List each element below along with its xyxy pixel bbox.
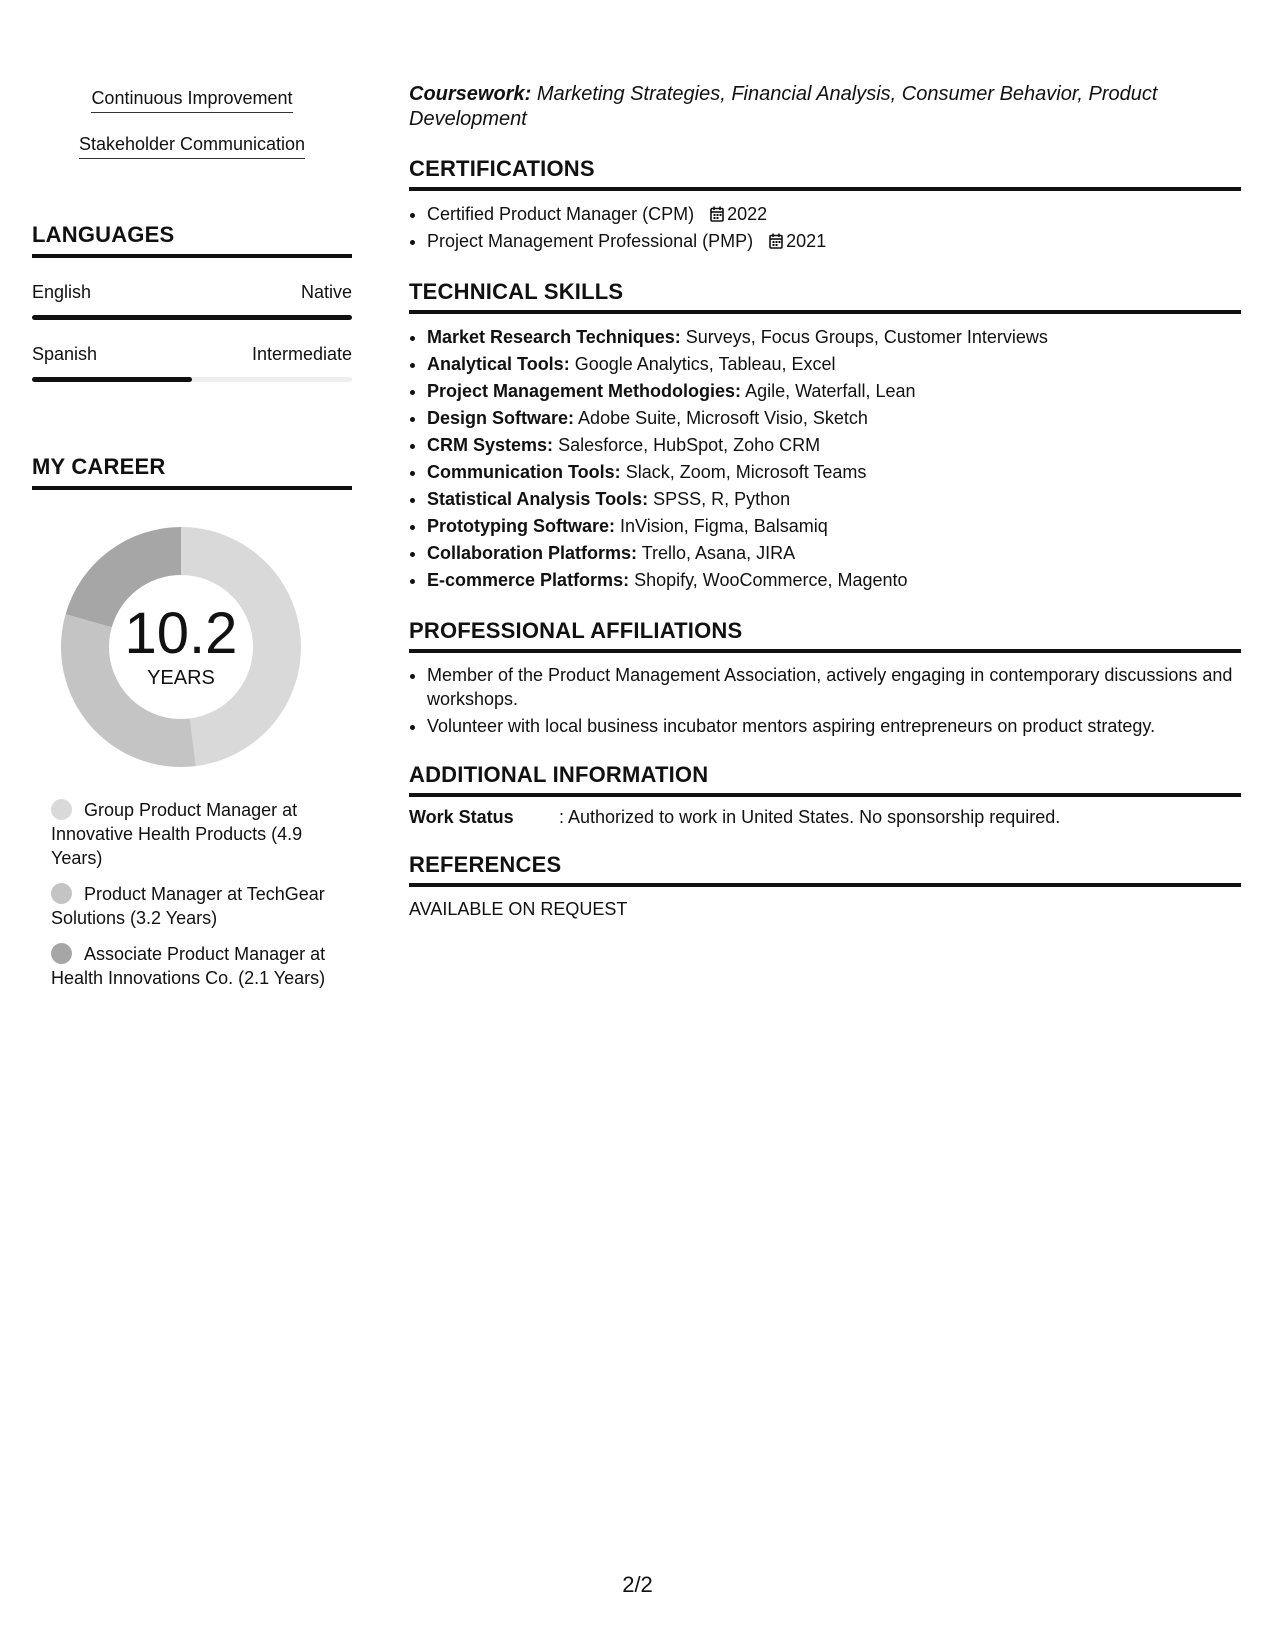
language-proficiency-bar <box>32 377 352 382</box>
right-column <box>409 82 1241 920</box>
language-proficiency-fill <box>32 315 352 320</box>
career-heading: MY CAREER <box>32 454 352 490</box>
language-name: English <box>32 282 92 302</box>
career-legend <box>51 798 326 990</box>
skill-label: Statistical Analysis Tools: <box>427 489 649 509</box>
technical-skill-item <box>427 513 1241 540</box>
references-section <box>409 852 1241 920</box>
skill-label: Analytical Tools: <box>427 354 570 374</box>
skill-value: InVision, Figma, Balsamiq <box>620 516 828 536</box>
skill-label: CRM Systems: <box>427 435 554 455</box>
career-legend-label: Group Product Manager at Innovative Health Products (4.9 Years) <box>51 800 303 868</box>
legend-dot <box>51 799 72 820</box>
work-status-row <box>409 807 1241 828</box>
affiliations-section <box>409 618 1241 738</box>
skill-value: SPSS, R, Python <box>653 489 791 509</box>
skill-value: Surveys, Focus Groups, Customer Interviews <box>685 327 1048 347</box>
skill-value: Trello, Asana, JIRA <box>641 543 796 563</box>
career-legend-label: Product Manager at TechGear Solutions (3.2 Years) <box>51 884 325 928</box>
left-column <box>32 78 352 1002</box>
skill-value: Shopify, WooCommerce, Magento <box>634 570 908 590</box>
coursework-text: Marketing Strategies, Financial Analysis, Consumer Behavior, Product Development <box>409 83 1158 130</box>
certifications-heading: CERTIFICATIONS <box>409 156 1241 191</box>
skill-value: Adobe Suite, Microsoft Visio, Sketch <box>578 408 868 428</box>
calendar-icon <box>769 233 783 249</box>
skill-value: Slack, Zoom, Microsoft Teams <box>625 462 867 482</box>
technical-skill-item <box>427 378 1241 405</box>
legend-dot <box>51 943 72 964</box>
technical-skill-item <box>427 324 1241 351</box>
affiliation-item: • Member of the Product Management Association, actively engaging in contemporary discussions and workshops. <box>427 663 1241 711</box>
career-donut-chart <box>56 522 306 772</box>
language-level: Intermediate <box>251 344 352 364</box>
skill-label: Prototyping Software: <box>427 516 615 536</box>
legend-dot <box>51 883 72 904</box>
additional-info-section <box>409 762 1241 828</box>
technical-skill-item <box>427 459 1241 486</box>
career-legend-label: Associate Product Manager at Health Innovations Co. (2.1 Years) <box>51 944 326 988</box>
skill-label: Market Research Techniques: <box>427 327 681 347</box>
technical-skills-section <box>409 279 1241 594</box>
language-item <box>32 282 352 320</box>
technical-skill-item <box>427 432 1241 459</box>
page-number: 2/2 <box>622 1572 653 1597</box>
skill-label: Communication Tools: <box>427 462 621 482</box>
skill-label: Design Software: <box>427 408 575 428</box>
career-total-years: 10.2 <box>124 600 238 666</box>
technical-skill-item <box>427 351 1241 378</box>
coursework-label: Coursework: <box>409 83 532 105</box>
language-proficiency-fill <box>32 377 192 382</box>
career-legend-item <box>51 942 326 990</box>
references-text: AVAILABLE ON REQUEST <box>409 899 628 919</box>
work-status-label: Work Status <box>409 807 514 827</box>
career-section <box>32 454 352 990</box>
skill-value: Salesforce, HubSpot, Zoho CRM <box>558 435 821 455</box>
certification-item <box>427 201 1241 228</box>
references-heading: REFERENCES <box>409 852 1241 887</box>
skill-label: Collaboration Platforms: <box>427 543 638 563</box>
language-item <box>32 344 352 382</box>
calendar-icon <box>710 206 724 222</box>
career-legend-item <box>51 798 326 870</box>
skill-value: Google Analytics, Tableau, Excel <box>574 354 836 374</box>
skill-tag: Stakeholder Communication <box>79 134 305 159</box>
career-legend-item <box>51 882 326 930</box>
language-level: Native <box>300 282 352 302</box>
affiliation-item: • Volunteer with local business incubator mentors aspiring entrepreneurs on product strategy. <box>427 714 1241 738</box>
work-status-value: : Authorized to work in United States. No sponsorship required. <box>559 807 1061 827</box>
skill-value: Agile, Waterfall, Lean <box>745 381 916 401</box>
skill-label: Project Management Methodologies: <box>427 381 742 401</box>
technical-skills-heading: TECHNICAL SKILLS <box>409 279 1241 314</box>
coursework <box>409 82 1241 132</box>
certification-year: 2021 <box>786 231 827 251</box>
certifications-section <box>409 156 1241 255</box>
certification-item <box>427 228 1241 255</box>
skill-tags <box>32 78 352 170</box>
language-proficiency-bar <box>32 315 352 320</box>
certification-year: 2022 <box>727 204 768 224</box>
language-name: Spanish <box>32 344 98 364</box>
languages-section <box>32 222 352 382</box>
skill-tag: Continuous Improvement <box>91 88 292 113</box>
certification-name: Certified Product Manager (CPM) <box>427 204 695 224</box>
career-total-unit: YEARS <box>147 666 215 689</box>
additional-info-heading: ADDITIONAL INFORMATION <box>409 762 1241 797</box>
languages-heading: LANGUAGES <box>32 222 352 258</box>
certification-name: Project Management Professional (PMP) <box>427 231 754 251</box>
affiliations-heading: PROFESSIONAL AFFILIATIONS <box>409 618 1241 653</box>
technical-skill-item <box>427 540 1241 567</box>
skill-label: E-commerce Platforms: <box>427 570 630 590</box>
technical-skill-item <box>427 486 1241 513</box>
technical-skill-item <box>427 405 1241 432</box>
technical-skill-item <box>427 567 1241 594</box>
